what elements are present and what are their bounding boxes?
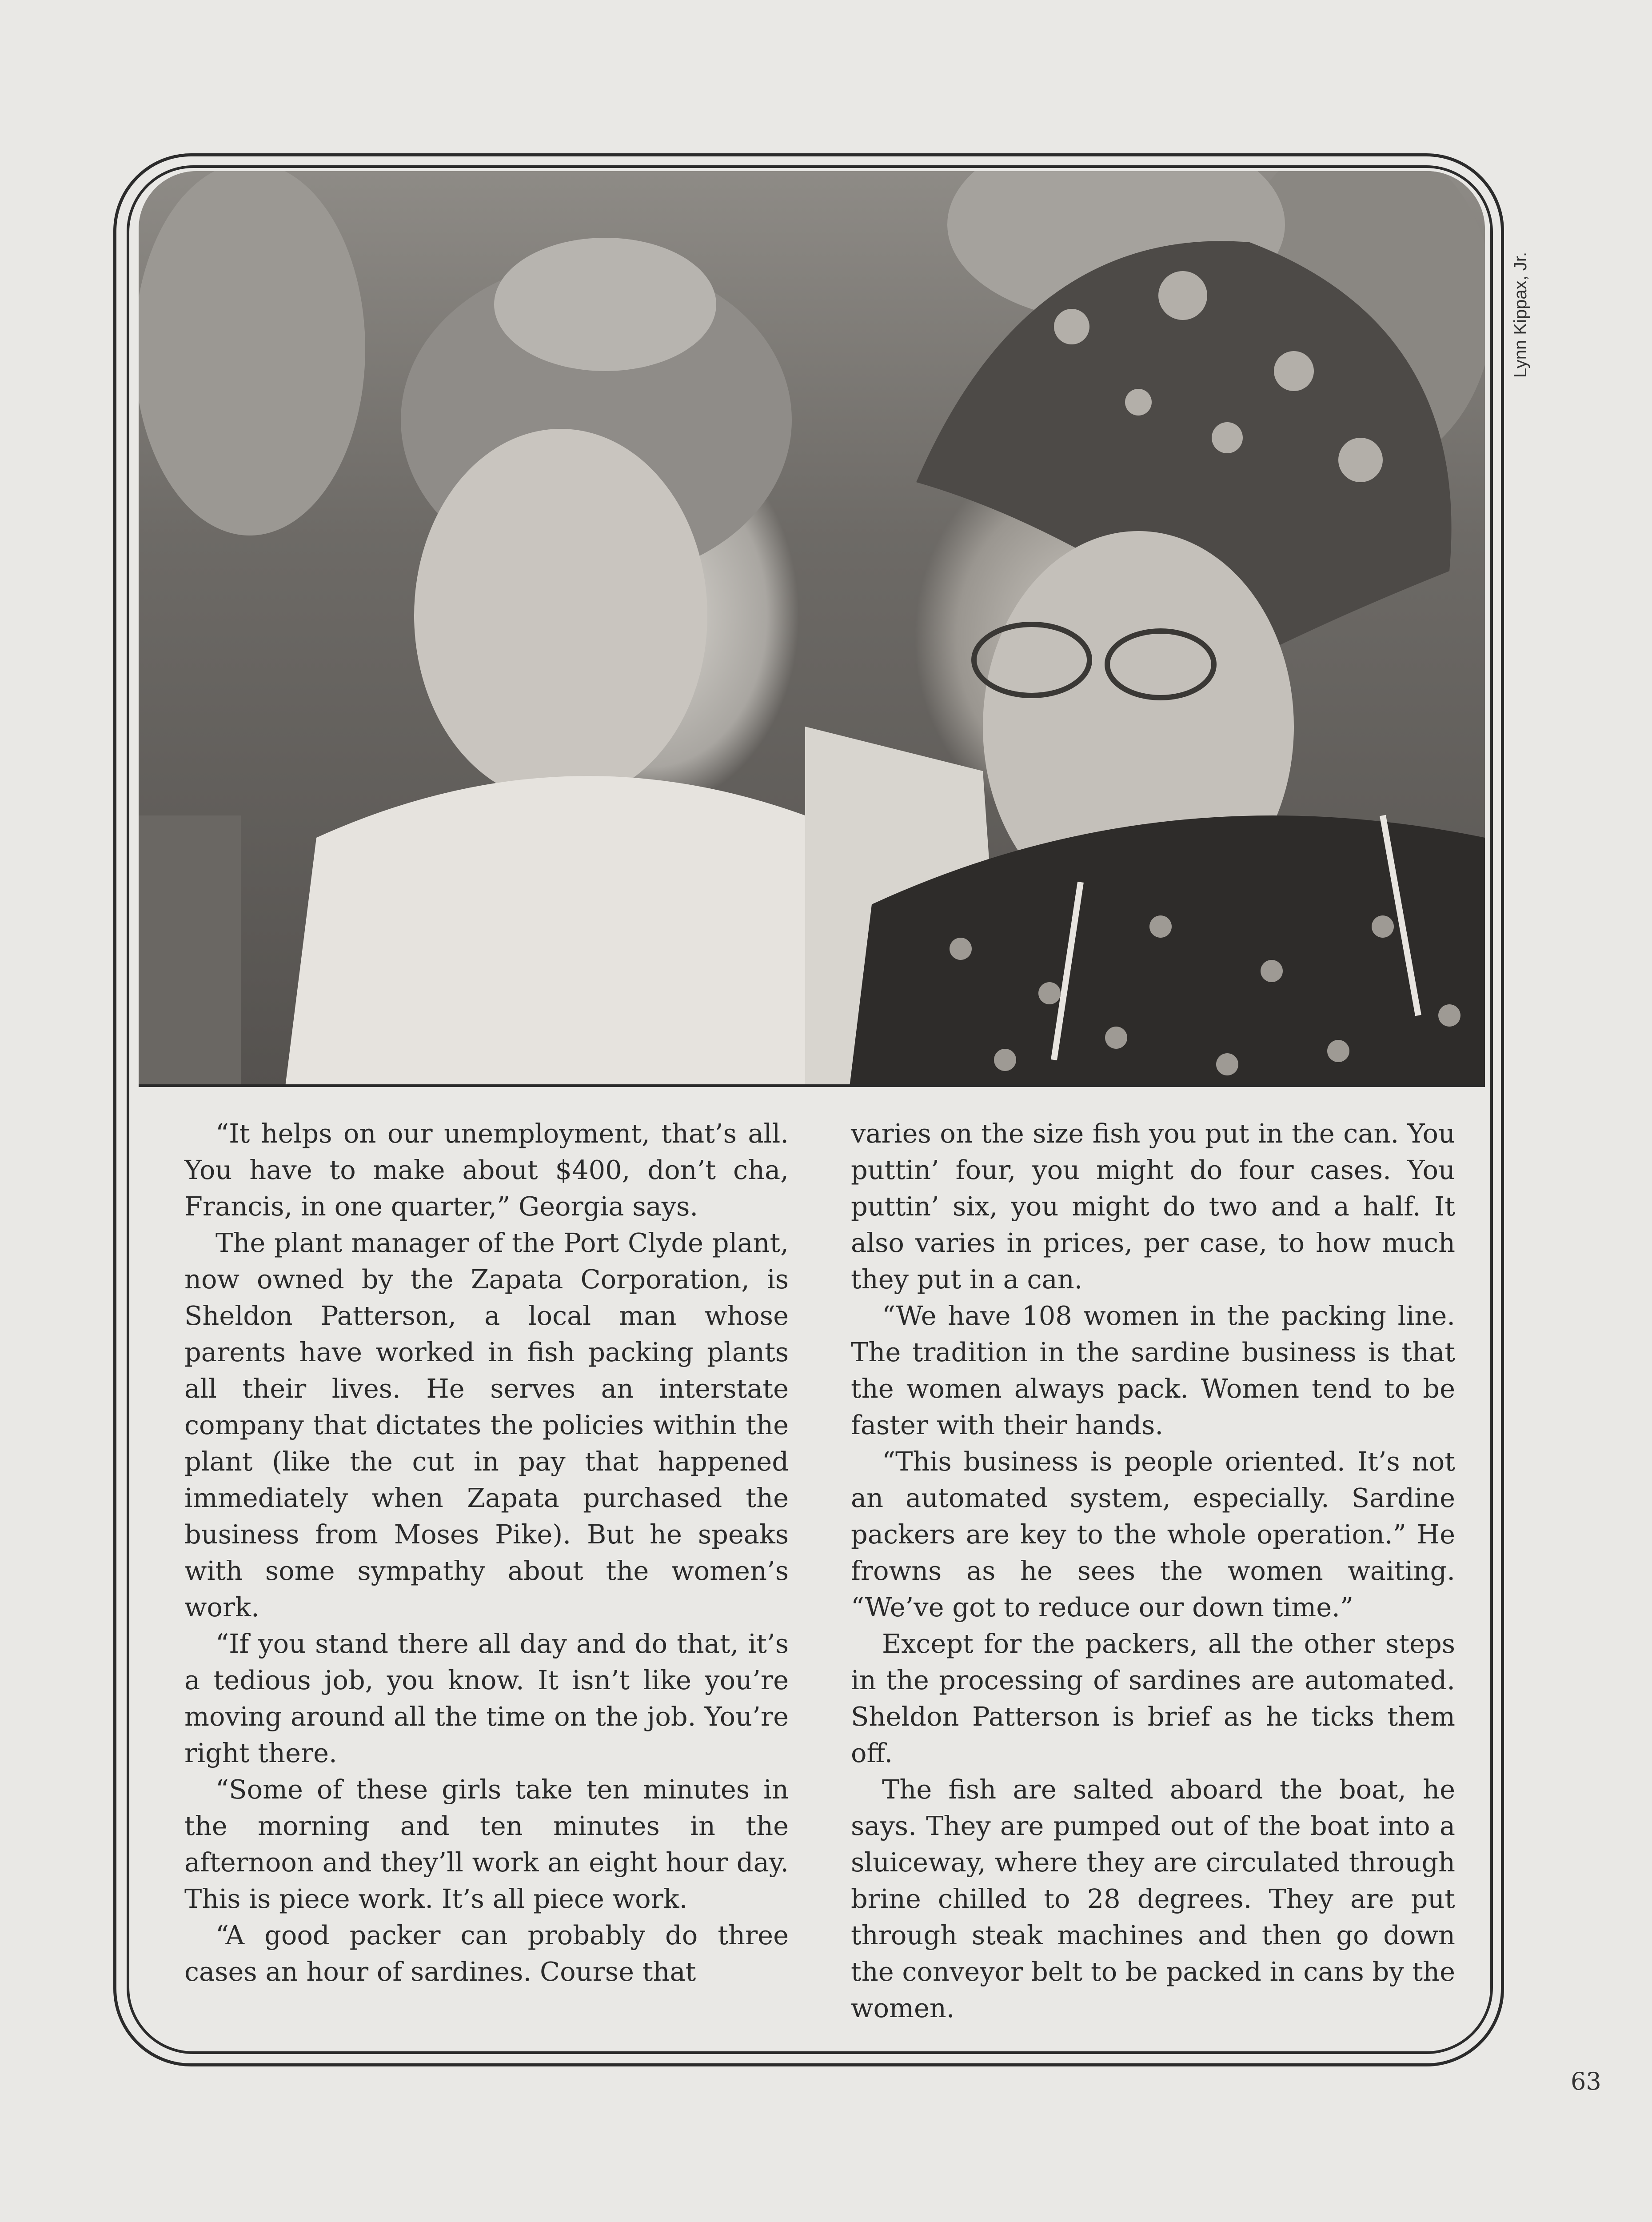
photo-credit: Lynn Kippax, Jr. [1511, 252, 1530, 378]
photograph-icon [139, 171, 1485, 1087]
paragraph: The plant manager of the Port Clyde plant, now owned by the Zapata Corporation, is Sheldon Patterson, a local man whose parents have worked in fish packing plants all their lives. He serves an interstate company that dictates the policies within the plant (like the cut in pay that happened immediately when Zapata purchased the business from Moses Pike). But he speaks with some sympathy about the women’s work. [184, 1227, 789, 1623]
page-number: 63 [1571, 2067, 1601, 2095]
paragraph: “We have 108 women in the packing line. The tradition in the sardine business is that the women always pack. Women tend to be faster with their hands. [851, 1300, 1455, 1440]
article-left-column [184, 1115, 789, 1990]
photo-bottom-rule [139, 1084, 1485, 1087]
paragraph: “If you stand there all day and do that, it’s a tedious job, you know. It isn’t like you’re moving around all the time on the job. You’re right there. [184, 1628, 789, 1768]
paragraph: “Some of these girls take ten minutes in the morning and ten minutes in the afternoon and they’ll work an eight hour day. This is piece work. It’s all piece work. [184, 1774, 789, 1914]
photograph [139, 171, 1485, 1087]
paragraph: “It helps on our unemployment, that’s all. You have to make about $400, don’t cha, Francis, in one quarter,” Georgia says. [184, 1118, 789, 1222]
paragraph: “A good packer can probably do three cases an hour of sardines. Course that [184, 1920, 789, 1987]
paragraph: The fish are salted aboard the boat, he says. They are pumped out of the boat into a sluiceway, where they are circulated through brine chilled to 28 degrees. They are put through steak machines and then go down the conveyor belt to be packed in cans by the women. [851, 1774, 1455, 2023]
paragraph: Except for the packers, all the other steps in the processing of sardines are automated. Sheldon Patterson is brief as he ticks them off. [851, 1628, 1455, 1768]
paragraph-continuation: varies on the size fish you put in the can. You puttin’ four, you might do four cases. You puttin’ six, you might do two and a half. It also varies in prices, per case, to how much they put in a can. [851, 1118, 1455, 1295]
paragraph: “This business is people oriented. It’s not an automated system, especially. Sardine packers are key to the whole operation.” He frowns as he sees the women waiting. “We’ve got to reduce our down time.” [851, 1446, 1455, 1623]
article-right-column [851, 1115, 1455, 2026]
